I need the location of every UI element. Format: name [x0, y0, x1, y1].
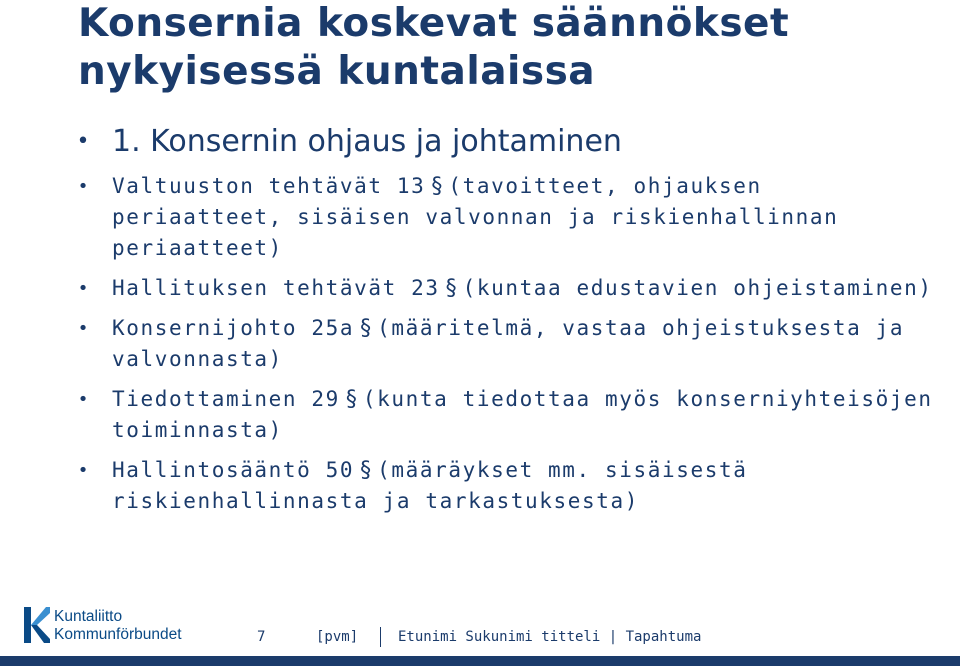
bullet-icon: • — [77, 389, 89, 410]
section-sign-icon: § — [360, 458, 372, 483]
list-item — [76, 171, 936, 264]
list-item — [76, 455, 936, 517]
list-item-lead: Valtuuston tehtävät 13 — [112, 174, 426, 198]
bullet-icon: • — [77, 318, 89, 339]
list-item-detail: (tavoitteet, ohjauksen periaatteet, sisäisen valvonnan ja riskienhallinnan periaatteet) — [112, 174, 839, 260]
logo-text-finnish: Kuntaliitto — [54, 608, 123, 625]
list-item — [76, 273, 936, 304]
kuntaliitto-logo — [22, 603, 192, 649]
list-item — [76, 313, 936, 375]
list-item-lead: Hallituksen tehtävät 23 — [112, 276, 440, 300]
footer-divider — [380, 627, 381, 647]
footer-date: [pvm] — [316, 629, 359, 645]
bullet-icon: • — [77, 176, 89, 197]
list-item-lead: Konsernijohto 25a — [112, 316, 355, 340]
bullet-icon: • — [76, 129, 90, 154]
page-number: 7 — [257, 629, 266, 645]
section-heading — [76, 124, 936, 160]
section-sign-icon: § — [345, 387, 357, 412]
bullet-list — [76, 124, 936, 526]
bullet-icon: • — [77, 460, 89, 481]
list-item-lead: Hallintosääntö 50 — [112, 458, 355, 482]
slide-footer — [0, 598, 960, 666]
list-item — [76, 384, 936, 446]
footer-presenter-info: Etunimi Sukunimi titteli | Tapahtuma — [398, 629, 702, 645]
section-sign-icon: § — [445, 276, 457, 301]
section-sign-icon: § — [431, 174, 443, 199]
slide-title: Konsernia koskevat säännökset nykyisessä kuntalaissa — [78, 1, 790, 94]
section-sign-icon: § — [360, 316, 372, 341]
footer-bar — [0, 656, 960, 666]
section-heading-text: 1. Konsernin ohjaus ja johtaminen — [112, 124, 622, 159]
list-item-detail: (määritelmä, vastaa ohjeistuksesta ja valvonnasta) — [112, 316, 905, 371]
list-item-detail: (kunta tiedottaa myös konserniyhteisöjen toiminnasta) — [112, 387, 933, 442]
list-item-detail: (kuntaa edustavien ohjeistaminen) — [462, 276, 933, 300]
bullet-icon: • — [77, 278, 89, 299]
list-item-detail: (määräykset mm. sisäisestä riskienhallinnasta ja tarkastuksesta) — [112, 458, 748, 513]
logo-text-swedish: Kommunförbundet — [54, 626, 182, 643]
list-item-lead: Tiedottaminen 29 — [112, 387, 340, 411]
kuntaliitto-logo-icon — [22, 605, 50, 645]
